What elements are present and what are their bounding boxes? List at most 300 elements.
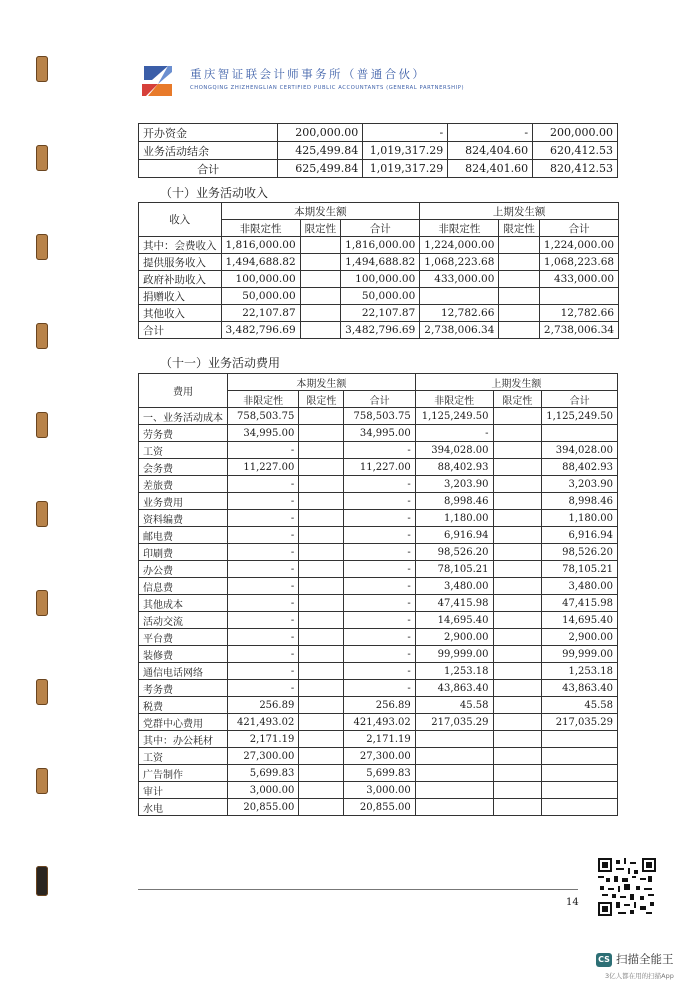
table-row <box>139 510 618 527</box>
cell: 14,695.40 <box>415 612 493 629</box>
binding-clip <box>36 679 48 705</box>
cell: 50,000.00 <box>341 288 420 305</box>
cell: - <box>228 578 299 595</box>
cell: 421,493.02 <box>228 714 299 731</box>
cell: - <box>228 629 299 646</box>
cell: 2,900.00 <box>542 629 618 646</box>
cell <box>299 646 344 663</box>
cell: - <box>344 595 415 612</box>
cell <box>300 271 341 288</box>
firm-logo-icon <box>138 62 176 100</box>
row-label: 印刷费 <box>139 544 228 561</box>
cell: 758,503.75 <box>344 408 415 425</box>
cell: 98,526.20 <box>415 544 493 561</box>
cell: - <box>228 680 299 697</box>
cell <box>299 629 344 646</box>
cell <box>299 510 344 527</box>
cell: 421,493.02 <box>344 714 415 731</box>
table-row <box>139 476 618 493</box>
cell <box>493 782 542 799</box>
cell: 2,738,006.34 <box>420 322 499 339</box>
cell <box>299 680 344 697</box>
cell: 45.58 <box>542 697 618 714</box>
cell: 20,855.00 <box>228 799 299 816</box>
table-row <box>139 493 618 510</box>
cell: - <box>228 646 299 663</box>
cell <box>493 748 542 765</box>
cell: 1,494,688.82 <box>221 254 300 271</box>
cell: 43,863.40 <box>415 680 493 697</box>
cell: - <box>344 646 415 663</box>
cell <box>493 544 542 561</box>
table-row <box>139 142 618 160</box>
binding-clip <box>36 501 48 527</box>
cell: 256.89 <box>344 697 415 714</box>
cell: - <box>344 680 415 697</box>
cell: 1,816,000.00 <box>221 237 300 254</box>
row-label: 工资 <box>139 442 228 459</box>
row-label: 政府补助收入 <box>139 271 222 288</box>
cell: 2,738,006.34 <box>539 322 618 339</box>
cell: 2,171.19 <box>344 731 415 748</box>
cell: 200,000.00 <box>533 124 618 142</box>
cell: - <box>344 527 415 544</box>
header-restricted: 限定性 <box>493 391 542 408</box>
table-row <box>139 408 618 425</box>
row-label: 考务费 <box>139 680 228 697</box>
cell <box>300 288 341 305</box>
cell: 200,000.00 <box>278 124 363 142</box>
row-label: 税费 <box>139 697 228 714</box>
cell: 394,028.00 <box>415 442 493 459</box>
cell: 100,000.00 <box>341 271 420 288</box>
table-row <box>139 124 618 142</box>
cell: 45.58 <box>415 697 493 714</box>
cell <box>493 731 542 748</box>
table-row <box>139 527 618 544</box>
table-row <box>139 663 618 680</box>
table-row <box>139 544 618 561</box>
row-label: 业务活动结余 <box>139 142 278 160</box>
cell <box>300 305 341 322</box>
cell: 1,068,223.68 <box>420 254 499 271</box>
table-row <box>139 646 618 663</box>
row-label: 其中：办公耗材 <box>139 731 228 748</box>
row-label: 其他收入 <box>139 305 222 322</box>
cell <box>299 731 344 748</box>
cell: - <box>363 124 448 142</box>
cell: - <box>344 493 415 510</box>
cell <box>299 561 344 578</box>
cell <box>299 782 344 799</box>
cell: 2,900.00 <box>415 629 493 646</box>
cell <box>493 493 542 510</box>
header-prior: 上期发生额 <box>415 374 617 391</box>
firm-name-en: CHONGQING ZHIZHENGLIAN CERTIFIED PUBLIC ACCOUNTANTS (GENERAL PARTNERSHIP) <box>190 85 465 91</box>
cell: 3,480.00 <box>542 578 618 595</box>
cell: 11,227.00 <box>228 459 299 476</box>
cell: - <box>228 612 299 629</box>
cell: 625,499.84 <box>278 160 363 178</box>
cell <box>493 408 542 425</box>
cell: - <box>344 510 415 527</box>
cell <box>415 748 493 765</box>
scanner-tagline: 3亿人都在用的扫描App <box>605 972 674 980</box>
cell <box>299 595 344 612</box>
cell: 1,816,000.00 <box>341 237 420 254</box>
cell <box>299 408 344 425</box>
cell: 217,035.29 <box>542 714 618 731</box>
header-nonrestricted: 非限定性 <box>415 391 493 408</box>
row-label: 会务费 <box>139 459 228 476</box>
row-label: 信息费 <box>139 578 228 595</box>
cell <box>499 237 540 254</box>
cell: 1,224,000.00 <box>539 237 618 254</box>
cell: 12,782.66 <box>539 305 618 322</box>
cell: 3,203.90 <box>415 476 493 493</box>
firm-name-cn: 重庆智证联会计师事务所（普通合伙） <box>190 67 427 81</box>
table-row <box>139 748 618 765</box>
cell: 78,105.21 <box>415 561 493 578</box>
table-row <box>139 442 618 459</box>
header-label: 收入 <box>139 203 222 237</box>
cell: 43,863.40 <box>542 680 618 697</box>
row-label: 一、业务活动成本 <box>139 408 228 425</box>
cell <box>415 782 493 799</box>
cell: 433,000.00 <box>420 271 499 288</box>
cell <box>299 697 344 714</box>
binding-clip <box>36 234 48 260</box>
cell: 50,000.00 <box>221 288 300 305</box>
cell: 78,105.21 <box>542 561 618 578</box>
section-title-income: （十）业务活动收入 <box>160 186 269 200</box>
row-label: 差旅费 <box>139 476 228 493</box>
qr-code-icon <box>598 858 656 916</box>
row-label: 劳务费 <box>139 425 228 442</box>
header-total: 合计 <box>344 391 415 408</box>
expense-table <box>138 373 618 816</box>
row-label: 通信电话网络 <box>139 663 228 680</box>
table-row <box>139 697 618 714</box>
cell: 3,482,796.69 <box>341 322 420 339</box>
table-header-row <box>139 374 618 391</box>
cell: 47,415.98 <box>415 595 493 612</box>
cell: - <box>344 663 415 680</box>
cell <box>299 442 344 459</box>
cell <box>542 782 618 799</box>
cell: 820,412.53 <box>533 160 618 178</box>
cell: 98,526.20 <box>542 544 618 561</box>
expense-rows <box>139 408 618 816</box>
cell: - <box>228 595 299 612</box>
cell <box>542 731 618 748</box>
row-label: 活动交流 <box>139 612 228 629</box>
table-row <box>139 254 619 271</box>
table-row <box>139 459 618 476</box>
cell: 425,499.84 <box>278 142 363 160</box>
cell <box>493 680 542 697</box>
cell <box>299 663 344 680</box>
cell <box>299 799 344 816</box>
cell <box>493 799 542 816</box>
scanner-logo-icon: CS <box>596 953 612 967</box>
cell <box>299 612 344 629</box>
cell: 1,125,249.50 <box>542 408 618 425</box>
cell: 1,253.18 <box>415 663 493 680</box>
cell: 1,180.00 <box>542 510 618 527</box>
cell: 1,019,317.29 <box>363 142 448 160</box>
table-row <box>139 714 618 731</box>
table-row <box>139 782 618 799</box>
table-row <box>139 595 618 612</box>
row-label: 合计 <box>139 160 278 178</box>
header-restricted: 限定性 <box>499 220 540 237</box>
cell <box>542 765 618 782</box>
cell <box>493 527 542 544</box>
row-label: 水电 <box>139 799 228 816</box>
table-row <box>139 425 618 442</box>
cell: 6,916.94 <box>542 527 618 544</box>
cell: 5,699.83 <box>344 765 415 782</box>
row-label: 其他成本 <box>139 595 228 612</box>
cell: 12,782.66 <box>420 305 499 322</box>
cell <box>299 544 344 561</box>
cell <box>493 595 542 612</box>
table-row <box>139 731 618 748</box>
binding-clip <box>36 323 48 349</box>
cell <box>493 765 542 782</box>
cell: - <box>344 476 415 493</box>
cell: - <box>448 124 533 142</box>
net-assets-table <box>138 123 618 178</box>
cell: - <box>228 663 299 680</box>
table-row <box>139 288 619 305</box>
table-row <box>139 578 618 595</box>
cell <box>539 288 618 305</box>
cell <box>299 748 344 765</box>
cell: 1,253.18 <box>542 663 618 680</box>
binding-clip <box>36 56 48 82</box>
row-label: 捐赠收入 <box>139 288 222 305</box>
cell <box>493 425 542 442</box>
cell <box>493 578 542 595</box>
row-label: 开办资金 <box>139 124 278 142</box>
cell: 88,402.93 <box>542 459 618 476</box>
letterhead <box>138 60 468 104</box>
cell: 14,695.40 <box>542 612 618 629</box>
cell: 34,995.00 <box>344 425 415 442</box>
cell <box>299 425 344 442</box>
cell: 22,107.87 <box>221 305 300 322</box>
cell: 1,494,688.82 <box>341 254 420 271</box>
cell <box>499 271 540 288</box>
table-row <box>139 160 618 178</box>
cell: - <box>228 510 299 527</box>
cell <box>493 442 542 459</box>
cell: - <box>228 476 299 493</box>
cell: 3,480.00 <box>415 578 493 595</box>
cell: 3,000.00 <box>228 782 299 799</box>
cell: 824,401.60 <box>448 160 533 178</box>
cell <box>493 646 542 663</box>
table-row <box>139 612 618 629</box>
cell <box>415 765 493 782</box>
cell: 100,000.00 <box>221 271 300 288</box>
cell: 256.89 <box>228 697 299 714</box>
header-restricted: 限定性 <box>300 220 341 237</box>
row-label: 平台费 <box>139 629 228 646</box>
cell: 20,855.00 <box>344 799 415 816</box>
row-label: 广告制作 <box>139 765 228 782</box>
cell: - <box>228 527 299 544</box>
cell <box>299 765 344 782</box>
row-label: 工资 <box>139 748 228 765</box>
cell: - <box>344 629 415 646</box>
cell: 758,503.75 <box>228 408 299 425</box>
cell: 34,995.00 <box>228 425 299 442</box>
header-label: 费用 <box>139 374 228 408</box>
cell <box>499 305 540 322</box>
cell: 6,916.94 <box>415 527 493 544</box>
cell <box>299 527 344 544</box>
cell: 8,998.46 <box>542 493 618 510</box>
cell: - <box>228 561 299 578</box>
cell <box>493 561 542 578</box>
row-label: 装修费 <box>139 646 228 663</box>
cell: 394,028.00 <box>542 442 618 459</box>
cell: 88,402.93 <box>415 459 493 476</box>
scanner-app-name: 扫描全能王 <box>616 952 674 966</box>
binding-clip <box>36 412 48 438</box>
income-table <box>138 202 619 339</box>
row-label: 合计 <box>139 322 222 339</box>
cell: 433,000.00 <box>539 271 618 288</box>
section-title-expenses: （十一）业务活动费用 <box>160 356 281 370</box>
cell <box>300 237 341 254</box>
cell: 2,171.19 <box>228 731 299 748</box>
cell: 27,300.00 <box>344 748 415 765</box>
cell: - <box>228 493 299 510</box>
header-current: 本期发生额 <box>228 374 416 391</box>
row-label: 资料编费 <box>139 510 228 527</box>
cell: 99,999.00 <box>542 646 618 663</box>
cell <box>493 459 542 476</box>
cell: 11,227.00 <box>344 459 415 476</box>
binding-clip <box>36 590 48 616</box>
cell <box>493 476 542 493</box>
header-total: 合计 <box>542 391 618 408</box>
cell <box>493 697 542 714</box>
cell: - <box>344 544 415 561</box>
binding-clip <box>36 768 48 794</box>
table-header-row <box>139 203 619 220</box>
header-nonrestricted: 非限定性 <box>228 391 299 408</box>
cell: 22,107.87 <box>341 305 420 322</box>
cell: 620,412.53 <box>533 142 618 160</box>
cell <box>300 254 341 271</box>
cell: 99,999.00 <box>415 646 493 663</box>
header-current: 本期发生额 <box>221 203 420 220</box>
footer-divider <box>138 889 578 890</box>
cell <box>499 254 540 271</box>
header-nonrestricted: 非限定性 <box>221 220 300 237</box>
row-label: 其中：会费收入 <box>139 237 222 254</box>
cell <box>415 799 493 816</box>
cell <box>420 288 499 305</box>
cell: - <box>228 442 299 459</box>
cell: 1,180.00 <box>415 510 493 527</box>
cell <box>299 714 344 731</box>
cell <box>493 629 542 646</box>
table-row <box>139 322 619 339</box>
row-label: 党群中心费用 <box>139 714 228 731</box>
income-rows <box>139 237 619 339</box>
row-label: 提供服务收入 <box>139 254 222 271</box>
cell: 1,068,223.68 <box>539 254 618 271</box>
cell: - <box>344 578 415 595</box>
cell <box>300 322 341 339</box>
cell: - <box>344 561 415 578</box>
table-row <box>139 629 618 646</box>
row-label: 邮电费 <box>139 527 228 544</box>
cell <box>499 322 540 339</box>
header-restricted: 限定性 <box>299 391 344 408</box>
header-total: 合计 <box>341 220 420 237</box>
header-nonrestricted: 非限定性 <box>420 220 499 237</box>
header-total: 合计 <box>539 220 618 237</box>
table-row <box>139 799 618 816</box>
row-label: 审计 <box>139 782 228 799</box>
cell: - <box>415 425 493 442</box>
cell: 1,019,317.29 <box>363 160 448 178</box>
binding-clip <box>36 866 48 896</box>
table-row <box>139 237 619 254</box>
binding-clip <box>36 145 48 171</box>
cell <box>299 578 344 595</box>
cell <box>299 459 344 476</box>
header-prior: 上期发生额 <box>420 203 619 220</box>
cell: 1,224,000.00 <box>420 237 499 254</box>
row-label: 办公费 <box>139 561 228 578</box>
cell: 217,035.29 <box>415 714 493 731</box>
cell: 27,300.00 <box>228 748 299 765</box>
cell: 5,699.83 <box>228 765 299 782</box>
cell <box>493 510 542 527</box>
cell <box>299 476 344 493</box>
cell: 47,415.98 <box>542 595 618 612</box>
page-number: 14 <box>566 897 579 908</box>
cell <box>542 799 618 816</box>
row-label: 业务费用 <box>139 493 228 510</box>
cell: 1,125,249.50 <box>415 408 493 425</box>
cell <box>299 493 344 510</box>
cell: - <box>344 442 415 459</box>
cell <box>493 714 542 731</box>
cell: 824,404.60 <box>448 142 533 160</box>
table-row <box>139 561 618 578</box>
cell <box>415 731 493 748</box>
cell: 3,482,796.69 <box>221 322 300 339</box>
cell: 3,000.00 <box>344 782 415 799</box>
cell: 3,203.90 <box>542 476 618 493</box>
cell: - <box>228 544 299 561</box>
table-row <box>139 271 619 288</box>
cell <box>493 663 542 680</box>
table-row <box>139 765 618 782</box>
cell <box>499 288 540 305</box>
cell: 8,998.46 <box>415 493 493 510</box>
table-row <box>139 305 619 322</box>
